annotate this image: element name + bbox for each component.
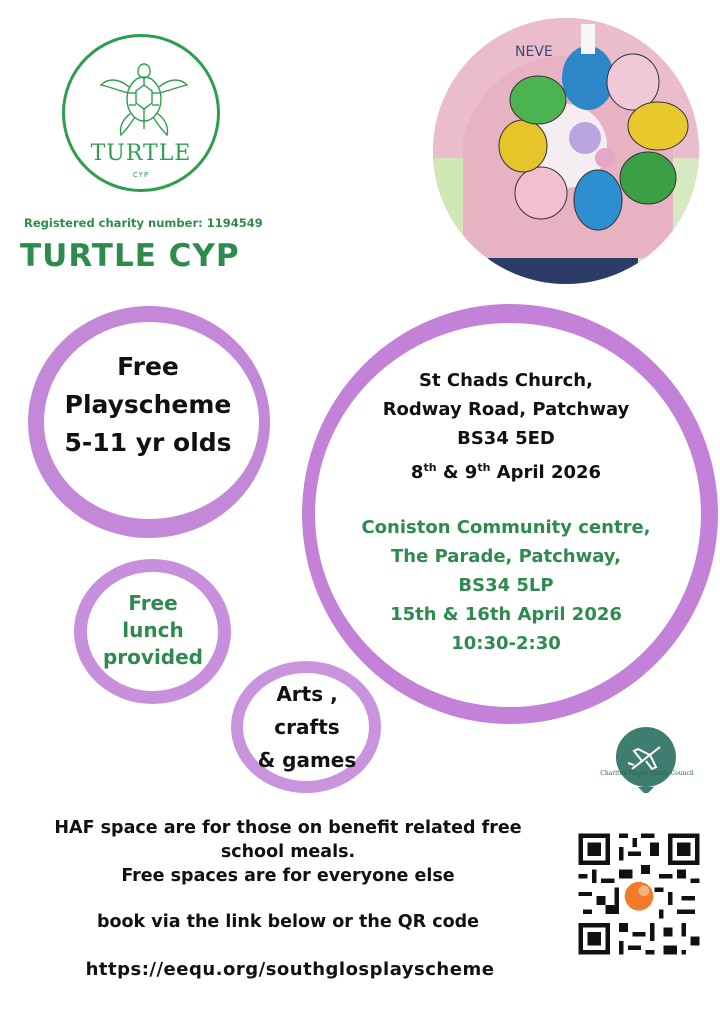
- booking-instructions: book via the link below or the QR code: [96, 912, 480, 932]
- brand-title: TURTLE CYP: [20, 238, 240, 274]
- venue1-line2: Rodway Road, Patchway: [382, 399, 630, 420]
- info-line3: Free spaces are for everyone else: [121, 866, 455, 886]
- venue-coniston: [330, 513, 682, 658]
- eligibility-info: [8, 816, 568, 888]
- info-line2: school meals.: [220, 842, 356, 862]
- booking-link[interactable]: https://eequ.org/southglosplayscheme: [85, 959, 495, 980]
- arts-text: [237, 678, 377, 777]
- turtle-logo: [62, 34, 220, 192]
- venue2-dates: 15th & 16th April 2026: [390, 604, 622, 625]
- charity-number: Registered charity number: 1194549: [24, 216, 263, 230]
- playscheme-line1: Free: [117, 352, 179, 381]
- venue2-postcode: BS34 5LP: [458, 575, 554, 596]
- arts-line2: crafts: [274, 715, 340, 739]
- playscheme-line2: Playscheme: [64, 390, 232, 419]
- playscheme-line3: 5-11 yr olds: [64, 428, 232, 457]
- arts-line3: & games: [257, 748, 357, 772]
- qr-code[interactable]: [574, 829, 704, 959]
- turtle-icon: [99, 49, 189, 141]
- parish-council-name: Charlton Hayes Parish Council: [600, 770, 694, 777]
- venue1-line1: St Chads Church,: [419, 370, 593, 391]
- venue-st-chads: [336, 366, 676, 487]
- parish-council-badge: [612, 725, 680, 793]
- info-line1: HAF space are for those on benefit related free: [54, 818, 522, 838]
- venue1-postcode: BS34 5ED: [457, 428, 555, 449]
- arts-line1: Arts ,: [276, 682, 338, 706]
- venue2-line1: Coniston Community centre,: [361, 517, 651, 538]
- logo-subtitle: CYP: [132, 171, 150, 179]
- lunch-line2: lunch: [122, 618, 184, 642]
- svg-text:NEVE: NEVE: [515, 44, 553, 60]
- venue1-dates: 8th & 9th April 2026: [410, 461, 602, 483]
- lunch-line3: provided: [102, 645, 203, 669]
- lunch-line1: Free: [128, 591, 178, 615]
- playscheme-text: [40, 348, 256, 462]
- lunch-text: [78, 590, 228, 671]
- venue2-times: 10:30-2:30: [451, 633, 561, 654]
- logo-wordmark: TURTLE: [90, 141, 192, 166]
- child-craft-photo: [433, 18, 699, 284]
- venue2-line2: The Parade, Patchway,: [391, 546, 621, 567]
